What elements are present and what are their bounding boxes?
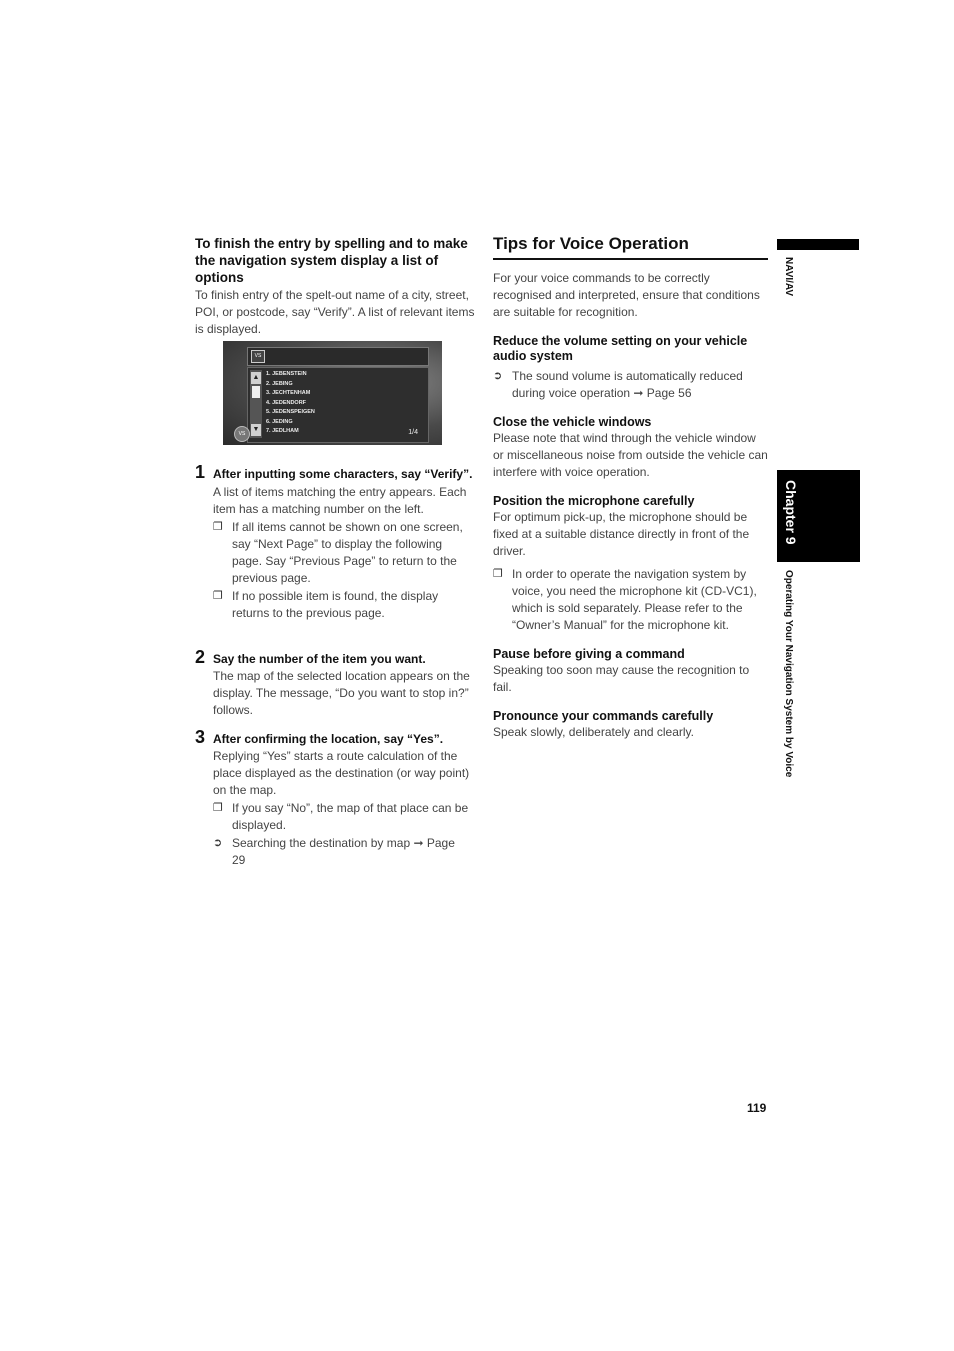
screen-item-list [247, 367, 429, 443]
right-column [493, 234, 768, 741]
section-heading: To finish the entry by spelling and to make the navigation system display a list of options [195, 236, 468, 285]
note-icon: ❐ [213, 802, 223, 814]
list-item: 5. JEDENSPEIGEN [266, 409, 315, 415]
note-text: In order to operate the navigation system by voice, you need the microphone kit (CD-VC1), which is sold separately. Please refer to the “Owner’s Manual” for the microphone kit. [512, 567, 757, 632]
reference-icon: ➲ [213, 837, 223, 849]
tip-heading: Reduce the volume setting on your vehicle audio system [493, 334, 748, 363]
section-intro: To finish entry of the spelt-out name of a city, street, POI, or postcode, say “Verify”. A list of relevant items is displayed. [195, 288, 475, 336]
reference-text: Searching the destination by map ➞ Page 29 [232, 836, 455, 867]
voice-list-screenshot [223, 341, 442, 445]
tip-body: Speak slowly, deliberately and clearly. [493, 725, 694, 739]
tip-heading: Position the microphone carefully [493, 494, 695, 508]
left-column [195, 235, 475, 338]
step-3 [213, 731, 473, 869]
note-icon: ❐ [213, 521, 223, 533]
title-rule [493, 258, 768, 260]
note-item [213, 588, 473, 622]
list-item: 3. JECHTENHAM [266, 390, 311, 396]
note-item [493, 566, 768, 634]
navi-tab-bar [777, 239, 859, 250]
navi-av-label: NAVI/AV [783, 257, 794, 297]
cross-reference [213, 835, 457, 869]
step-2 [213, 651, 473, 719]
step-number: 2 [195, 647, 206, 667]
step-body: A list of items matching the entry appears. Each item has a matching number on the left. [213, 485, 467, 516]
note-text: If all items cannot be shown on one screen, say “Next Page” to display the following page. Say “Previous Page” to return to the previous page. [232, 520, 463, 585]
note-text: If no possible item is found, the display returns to the previous page. [232, 589, 439, 620]
reference-text: The sound volume is automatically reduced during voice operation ➞ Page 56 [512, 369, 743, 400]
note-icon: ❐ [213, 590, 223, 602]
step-title: Say the number of the item you want. [213, 652, 426, 666]
cross-reference [493, 368, 768, 402]
step-number: 3 [195, 727, 206, 747]
voice-round-icon: VS [234, 426, 250, 442]
note-text: If you say “No”, the map of that place can be displayed. [232, 801, 469, 832]
step-title: After inputting some characters, say “Verify”. [213, 467, 473, 481]
scrollbar [250, 370, 262, 438]
scroll-up-icon: ▲ [251, 372, 261, 384]
tip-heading: Pause before giving a command [493, 647, 685, 661]
tip-body: For optimum pick-up, the microphone should be fixed at a suitable distance directly in front of the driver. [493, 510, 750, 558]
step-body: Replying “Yes” starts a route calculation of the place displayed as the destination (or way point) on the map. [213, 749, 470, 797]
list-item: 2. JEBING [266, 380, 293, 387]
page-indicator: 1/4 [408, 429, 418, 436]
chapter-tab [777, 470, 860, 562]
scroll-thumb [252, 386, 260, 398]
tip-body: Please note that wind through the vehicle window or miscellaneous noise from outside the vehicle can interfere with voice operation. [493, 431, 768, 479]
scroll-down-icon: ▼ [251, 424, 261, 436]
step-title: After confirming the location, say “Yes”. [213, 732, 444, 746]
chapter-label: Chapter 9 [783, 480, 799, 545]
tip-heading: Close the vehicle windows [493, 415, 652, 429]
note-item [213, 519, 473, 587]
note-item [213, 800, 473, 834]
tip-body: Speaking too soon may cause the recognition to fail. [493, 663, 750, 694]
screen-header-bar [247, 347, 429, 366]
step-number: 1 [195, 462, 206, 482]
tip-heading: Pronounce your commands carefully [493, 709, 714, 723]
step-body: The map of the selected location appears on the display. The message, “Do you want to stop in?” follows. [213, 669, 470, 717]
voice-icon: VS [251, 350, 265, 363]
page-number: 119 [747, 1101, 767, 1115]
section-title: Tips for Voice Operation [493, 234, 689, 253]
list-item: 1. JEBENSTEIN [266, 371, 307, 377]
list-item: 7. JEDLHAM [266, 428, 299, 434]
step-1 [213, 466, 473, 622]
reference-icon: ➲ [493, 370, 503, 382]
chapter-title: Operating Your Navigation System by Voice [783, 570, 794, 778]
note-icon: ❐ [493, 568, 503, 580]
list-item: 6. JEDING [266, 418, 293, 425]
list-item: 4. JEDENDORF [266, 399, 307, 406]
section-intro: For your voice commands to be correctly recognised and interpreted, ensure that conditions are suitable for recognition. [493, 271, 760, 319]
